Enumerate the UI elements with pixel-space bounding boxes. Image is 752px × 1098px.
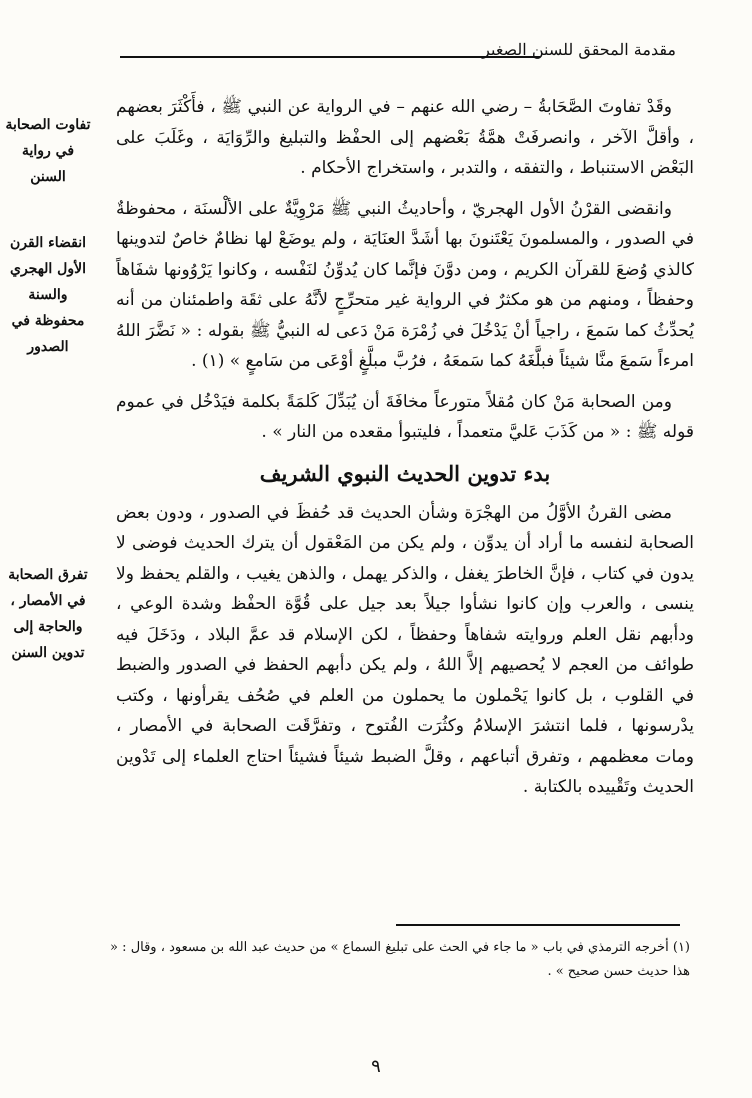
footnote-rule — [396, 924, 680, 926]
paragraph-cautious-companions: ومن الصحابة مَنْ كان مُقلاً متورعاً مخافَةَ أن يُبَدِّلَ كَلمَةً بكلمة فيَدْخُل في عموم قوله ﷺ : « من كَذَبَ عَليَّ متعمداً ، فليتبوأ مقعده من النار » . — [116, 391, 694, 442]
header-rule — [120, 56, 540, 58]
main-text — [116, 92, 694, 803]
margin-note-first-century: انقضاء القرن الأول الهجري والسنة محفوظة في الصدور — [9, 235, 86, 355]
paragraph-first-century: وانقضى القرْنُ الأول الهجريّ ، وأحاديثُ النبي ﷺ مَرْوِيَّةٌ على الألْسنَة ، محفوظةٌ في الصدور ، والمسلمونَ يَعْتَنونَ بها أشَدَّ العنَايَة ، ولم يوضَعْ لها نظامٌ خاصٌ لتدوينها كالذي وُضعَ للقرآن الكريم ، ومن دوَّنَ فإنَّما كان يُدوِّنُ لنَفْسه ، وكانوا يَرْوُونها شفَاهاً وحفظاً ، ومنهم من هو مكثرٌ في الرواية غير متحرِّجٍ لأنَّهُ على ثقَة واطمئنان من أنه يُحدِّثُ كما سَمعَ ، راجياً أنْ يَدْخُلَ في زُمْرَة مَنْ دَعى له النبيُّ ﷺ بقوله : « نَضَّرَ اللهُ امرءاً سَمعَ منَّا شيئاً فبلَّغَهُ كما سَمعَهُ ، فرُبَّ مبلَّغٍ أوْعَى من سَامعٍ » (١) . — [116, 198, 694, 371]
running-header — [120, 40, 676, 70]
footnote: (١) أخرجه الترمذي في باب « ما جاء في الحث على تبليغ السماع » من حديث عبد الله بن مسعود ، وقال : « هذا حديث حسن صحيح » . — [110, 940, 690, 979]
margin-note-companions-dispersal: تفرق الصحابة في الأمصار ، والحاجة إلى تدوين السنن — [8, 567, 88, 661]
section-heading: بدء تدوين الحديث النبوي الشريف — [259, 460, 551, 486]
paragraph-narration-variation: وقَدْ تفاوتَ الصَّحَابةُ – رضي الله عنهم – في الرواية عن النبي ﷺ ، فأَكْثَرَ بعضهم ، وأقلَّ الآخر ، وانصرفَتْ همَّةُ بَعْضهم إلى الحفْظ والتبليغ والرِّوَايَة ، وغَلَبَ على البَعْض الاستنباط ، والتفقه ، والتدبر ، واستخراج الأحكام . — [116, 97, 694, 178]
margin-note-narration-variation: تفاوت الصحابة في رواية السنن — [5, 117, 91, 185]
page-number: ٩ — [371, 1056, 381, 1077]
paragraph-codification: مضى القرنُ الأوَّلُ من الهجْرَة وشأن الحديث قد حُفظَ في الصدور ، ودون بعض الصحابة لنفسه ما أراد أن يدوِّن ، ولم يكن من المَعْقول أن يترك الحديث فوضى لا يدون في كتاب ، فإنَّ الخاطرَ يغفل ، والذكر يهمل ، والذهن يغيب ، والقلم يحفظ ولا ينسى ، والعرب وإن كانوا نشأوا جيلاً بعد جيل على قُوَّة الحفْظ وشدة الوعي ، ودأبهم نقل العلم وروايته شفاهاً وحفظاً ، لكن الإسلام قد عمَّ البلاد ، ودَخَلَ فيه طوائف من العجم لا يُحصيهم إلاَّ اللهُ ، ولم يكن دأبهم الحفظ في الصدور والضبط في القلوب ، بل كانوا يَحْملون ما يحملون من العلم في صُحُف يقرأونها ، وكتب يدْرسونها ، فلما انتشرَ الإسلامُ وكثُرَت الفُتوح ، وتفرَّقَت الصحابة في الأمصار ، ومات معظمهم ، وتفرق أتباعهم ، وقلَّ الضبط شيئاً فشيئاً احتاج العلماء إلى تَدْوين الحديث وتَقْييده بالكتابة . — [116, 502, 694, 797]
header-title: مقدمة المحقق للسنن الصغير — [482, 40, 676, 59]
